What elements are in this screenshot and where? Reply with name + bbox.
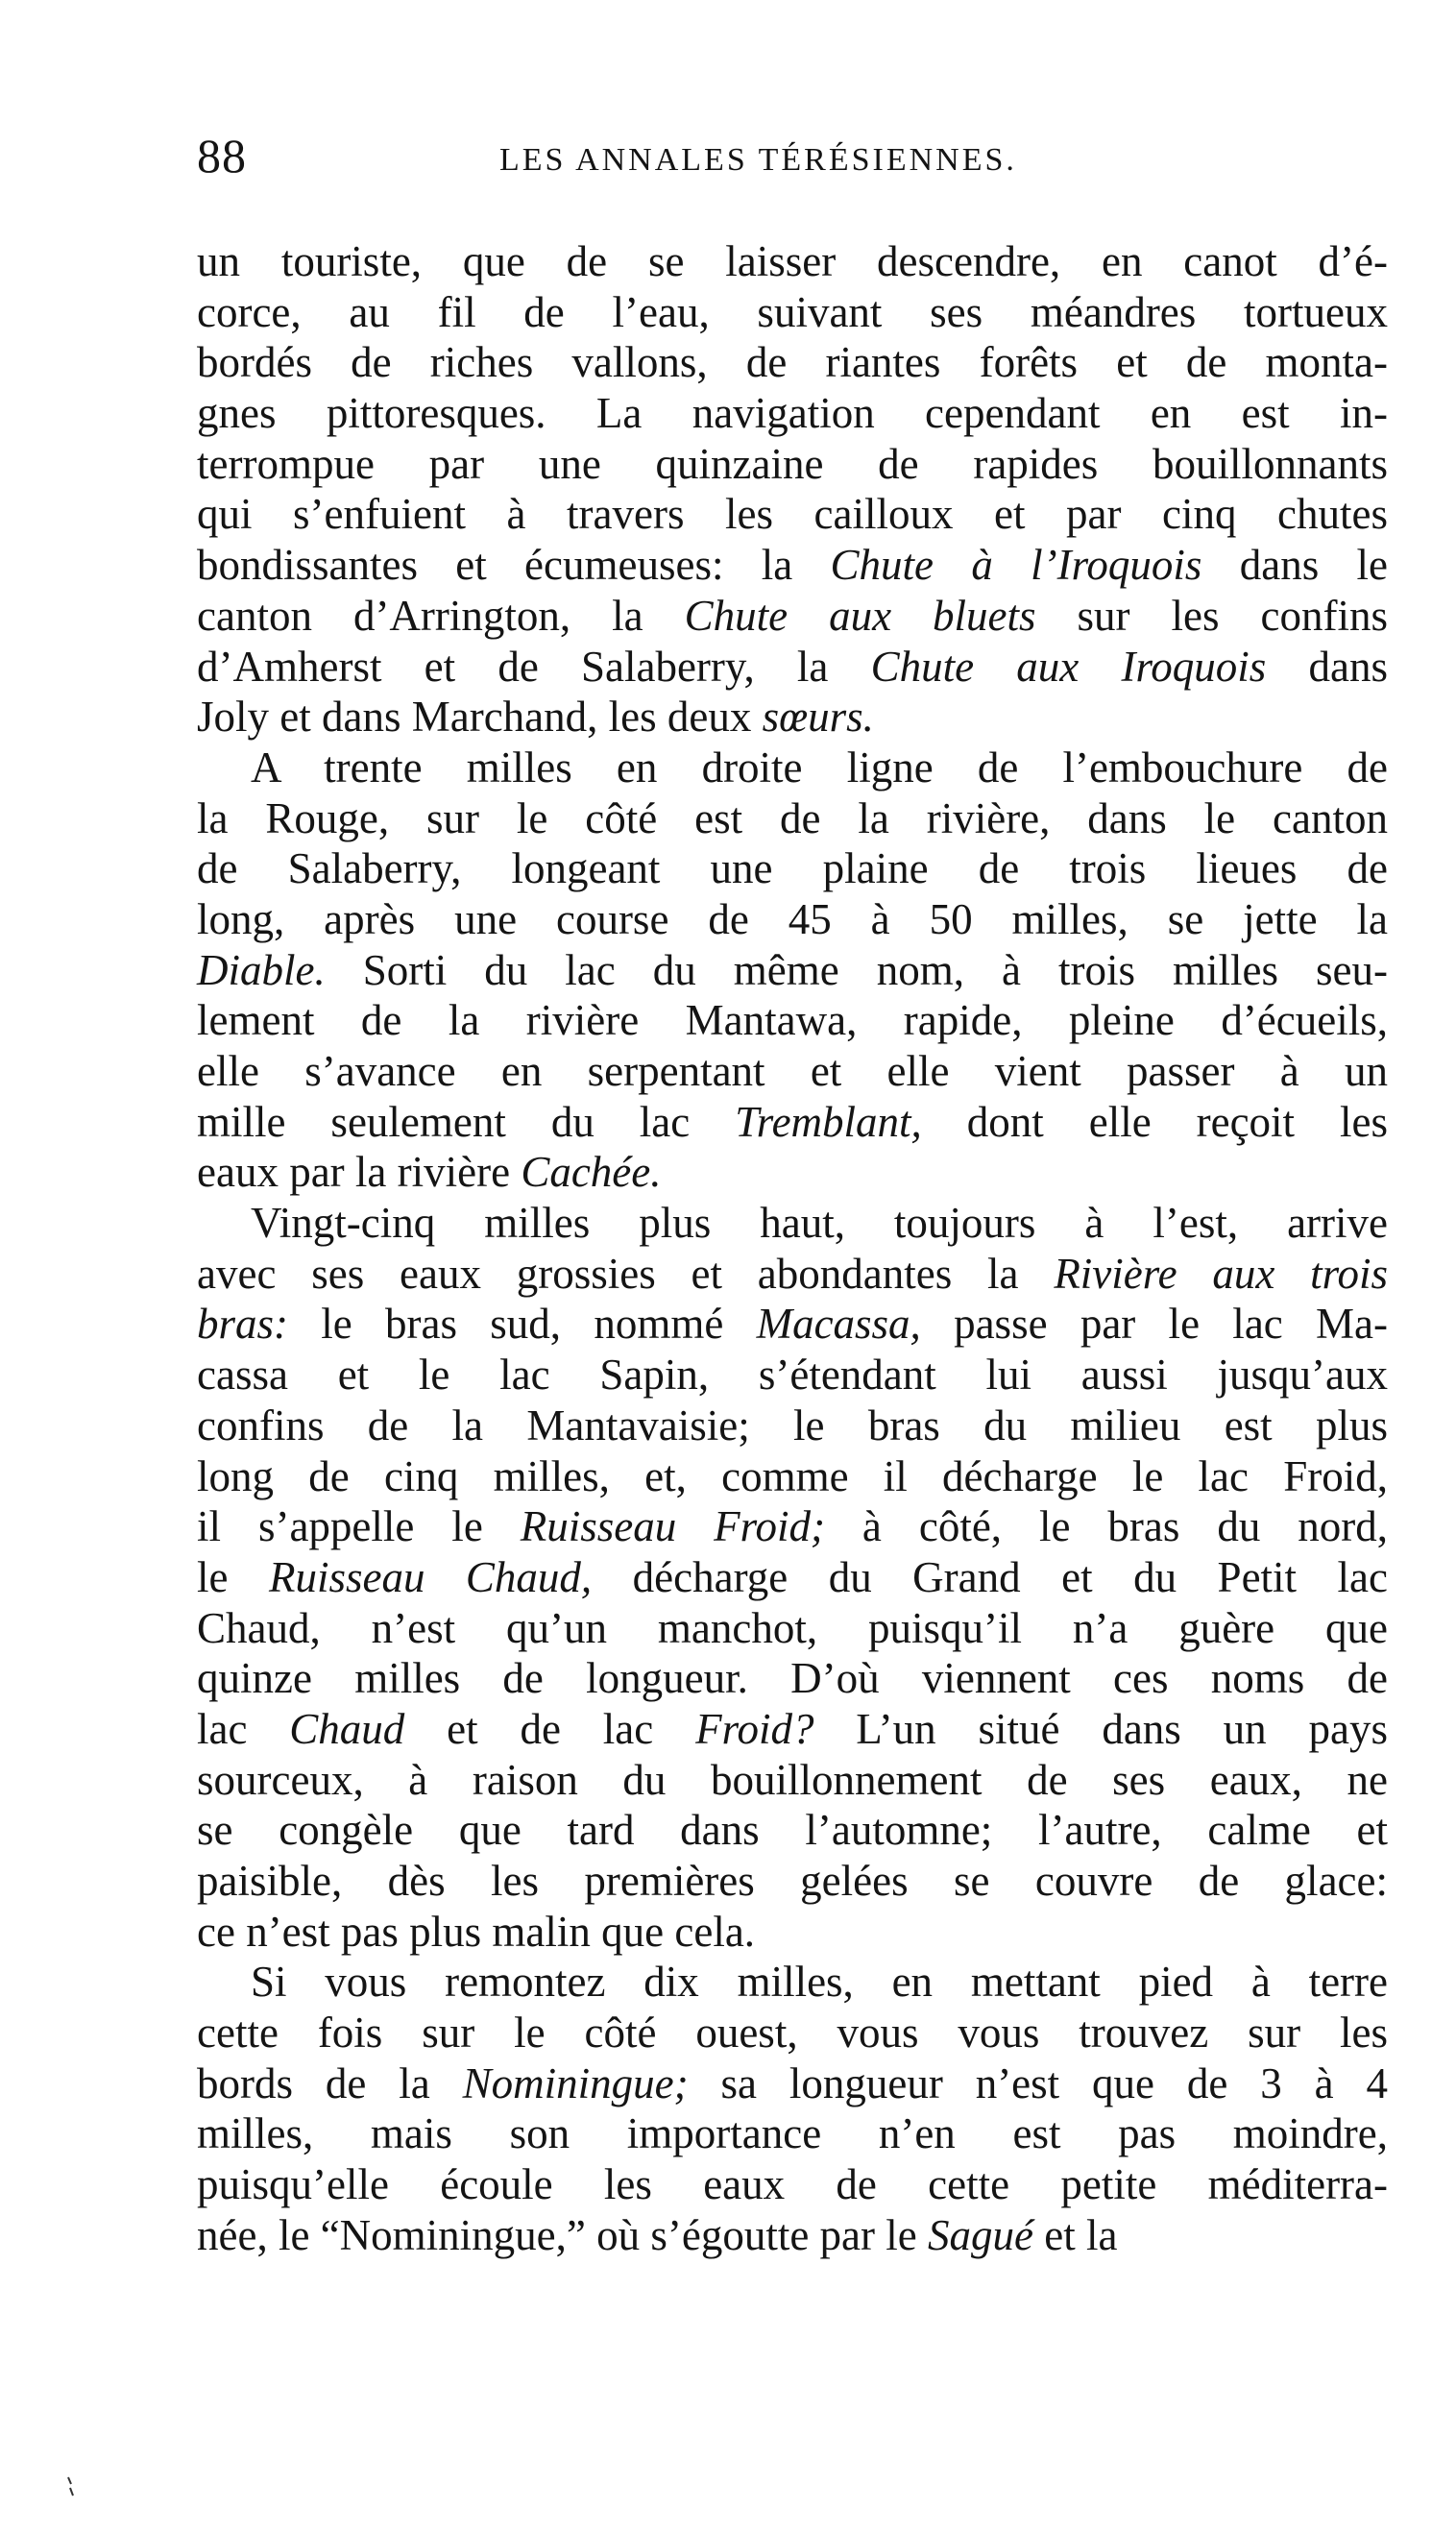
text-line	[197, 743, 1388, 793]
text-segment: quinze milles de longueur. D’où viennent ces noms de	[197, 1654, 1388, 1703]
running-title: LES ANNALES TÉRÉSIENNES.	[499, 142, 1017, 178]
text-segment: gnes pittoresques. La navigation cependant en est in-	[197, 389, 1388, 438]
text-segment: A trente milles en droite ligne de l’embouchure de	[251, 743, 1388, 792]
text-line	[197, 1957, 1388, 2008]
italic-text: Diable.	[197, 945, 326, 994]
text-segment: confins de la Mantavaisie; le bras du milieu est plus	[197, 1400, 1388, 1449]
text-segment: la Rouge, sur le côté est de la rivière, dans le canton	[197, 793, 1388, 842]
text-segment: mille seulement du lac	[197, 1097, 736, 1146]
italic-text: Rivière aux trois	[1054, 1249, 1388, 1298]
text-segment: paisible, dès les premières gelées se couvre de glace:	[197, 1857, 1388, 1905]
text-segment: sur les confins	[1035, 591, 1388, 640]
text-segment: Chaud, n’est qu’un manchot, puisqu’il n’a guère que	[197, 1603, 1388, 1652]
text-segment: Joly et dans Marchand, les deux	[197, 693, 763, 742]
text-segment: puisqu’elle écoule les eaux de cette petite méditerra-	[197, 2160, 1388, 2209]
italic-text: Chute à l’Iroquois	[830, 541, 1202, 590]
text-segment: décharge du Grand et du Petit lac	[592, 1552, 1388, 1601]
text-line	[197, 1249, 1388, 1300]
text-line	[197, 1755, 1388, 1806]
text-segment: et la	[1032, 2210, 1118, 2259]
text-line	[197, 894, 1388, 945]
text-segment: cassa et le lac Sapin, s’étendant lui aussi jusqu’aux	[197, 1351, 1388, 1400]
text-line	[197, 1856, 1388, 1907]
text-segment: bondissantes et écumeuses: la	[197, 541, 831, 590]
text-segment: bordés de riches vallons, de riantes forêts et de monta-	[197, 338, 1388, 387]
italic-text: Tremblant,	[735, 1097, 922, 1146]
text-segment: cette fois sur le côté ouest, vous vous trouvez sur les	[197, 2009, 1388, 2058]
italic-text: Ruisseau Froid;	[520, 1502, 825, 1551]
text-segment: avec ses eaux grossies et abondantes la	[197, 1249, 1055, 1298]
text-segment: le	[197, 1552, 269, 1601]
text-line	[197, 995, 1388, 1046]
italic-text: Ruisseau Chaud,	[268, 1552, 593, 1601]
text-line	[197, 1046, 1388, 1097]
text-segment: dans	[1266, 642, 1388, 691]
italic-text: Nominingue;	[462, 2058, 689, 2107]
text-segment: un touriste, que de se laisser descendre, en canot d’é-	[197, 237, 1388, 285]
text-line	[197, 1451, 1388, 1502]
italic-text: Macassa,	[756, 1300, 921, 1349]
text-segment: Si vous remontez dix milles, en mettant pied à terre	[251, 1958, 1388, 2007]
text-segment: et de lac	[404, 1704, 696, 1753]
text-line	[197, 1350, 1388, 1400]
italic-text: sœurs.	[762, 693, 874, 742]
text-segment: canton d’Arrington, la	[197, 591, 685, 640]
italic-text: Sagué	[927, 2210, 1033, 2259]
text-segment: L’un situé dans un pays	[813, 1704, 1388, 1753]
body-text	[197, 236, 1388, 2261]
text-line	[197, 1299, 1388, 1350]
text-line	[197, 489, 1388, 540]
text-segment: long, après une course de 45 à 50 milles, se jette la	[197, 894, 1388, 943]
italic-text: Chute aux bluets	[684, 591, 1036, 640]
text-line	[197, 1907, 1388, 1958]
text-line	[197, 2058, 1388, 2109]
italic-text: Chaud	[289, 1704, 405, 1753]
text-segment: corce, au fil de l’eau, suivant ses méandres tortueux	[197, 287, 1388, 336]
text-segment: il s’appelle le	[197, 1502, 521, 1551]
text-line	[197, 439, 1388, 490]
text-segment: à côté, le bras du nord,	[824, 1502, 1388, 1551]
text-line	[197, 1653, 1388, 1704]
text-line	[197, 1603, 1388, 1654]
text-segment: milles, mais son importance n’en est pas moindre,	[197, 2109, 1388, 2158]
italic-text: bras:	[197, 1300, 289, 1349]
text-segment: sourceux, à raison du bouillonnement de ses eaux, ne	[197, 1755, 1388, 1804]
text-line	[197, 236, 1388, 287]
text-segment: de Salaberry, longeant une plaine de trois lieues de	[197, 844, 1388, 893]
text-line	[197, 1400, 1388, 1451]
text-segment: elle s’avance en serpentant et elle vient passer à un	[197, 1047, 1388, 1095]
text-line	[197, 337, 1388, 388]
text-segment: ce n’est pas plus malin que cela.	[197, 1907, 756, 1956]
text-segment: d’Amherst et de Salaberry, la	[197, 642, 871, 691]
text-segment: le bras sud, nommé	[288, 1300, 757, 1349]
text-line	[197, 1704, 1388, 1755]
italic-text: Chute aux Iroquois	[870, 642, 1267, 691]
text-line	[197, 945, 1388, 996]
text-line	[197, 1552, 1388, 1603]
text-line	[197, 642, 1388, 693]
text-line	[197, 1501, 1388, 1552]
text-segment: lement de la rivière Mantawa, rapide, pleine d’écueils,	[197, 996, 1388, 1045]
text-segment: dont elle reçoit les	[921, 1097, 1388, 1146]
text-segment: dans le	[1201, 541, 1388, 590]
text-segment: Sorti du lac du même nom, à trois milles seu-	[325, 945, 1388, 994]
text-line	[197, 793, 1388, 844]
text-line	[197, 287, 1388, 338]
text-line	[197, 1097, 1388, 1148]
text-segment: qui s’enfuient à travers les cailloux et par cinq chutes	[197, 490, 1388, 539]
page-number: 88	[197, 129, 247, 183]
text-segment: Vingt-cinq milles plus haut, toujours à l’est, arrive	[251, 1199, 1388, 1248]
text-segment: terrompue par une quinzaine de rapides bouillonnants	[197, 439, 1388, 488]
italic-text: Cachée.	[521, 1148, 662, 1197]
text-line	[197, 591, 1388, 642]
text-line	[197, 2008, 1388, 2058]
italic-text: Froid?	[695, 1704, 814, 1753]
text-segment: bords de la	[197, 2058, 463, 2107]
text-segment: sa longueur n’est que de 3 à 4	[688, 2058, 1389, 2107]
text-line	[197, 2159, 1388, 2210]
text-line	[197, 843, 1388, 894]
text-line	[197, 540, 1388, 591]
text-line	[197, 2108, 1388, 2159]
text-line	[197, 692, 1388, 743]
text-line	[197, 1147, 1388, 1198]
text-segment: lac	[197, 1704, 290, 1753]
text-line	[197, 388, 1388, 439]
stray-ink-mark	[67, 2476, 75, 2497]
text-segment: passe par le lac Ma-	[920, 1300, 1389, 1349]
text-segment: long de cinq milles, et, comme il décharge le lac Froid,	[197, 1451, 1388, 1500]
text-line	[197, 2210, 1388, 2261]
text-segment: eaux par la rivière	[197, 1148, 522, 1197]
text-line	[197, 1198, 1388, 1249]
text-segment: née, le “Nominingue,” où s’égoutte par le	[197, 2210, 928, 2259]
text-segment: se congèle que tard dans l’automne; l’autre, calme et	[197, 1806, 1388, 1855]
text-line	[197, 1805, 1388, 1856]
page-header	[197, 127, 1388, 194]
